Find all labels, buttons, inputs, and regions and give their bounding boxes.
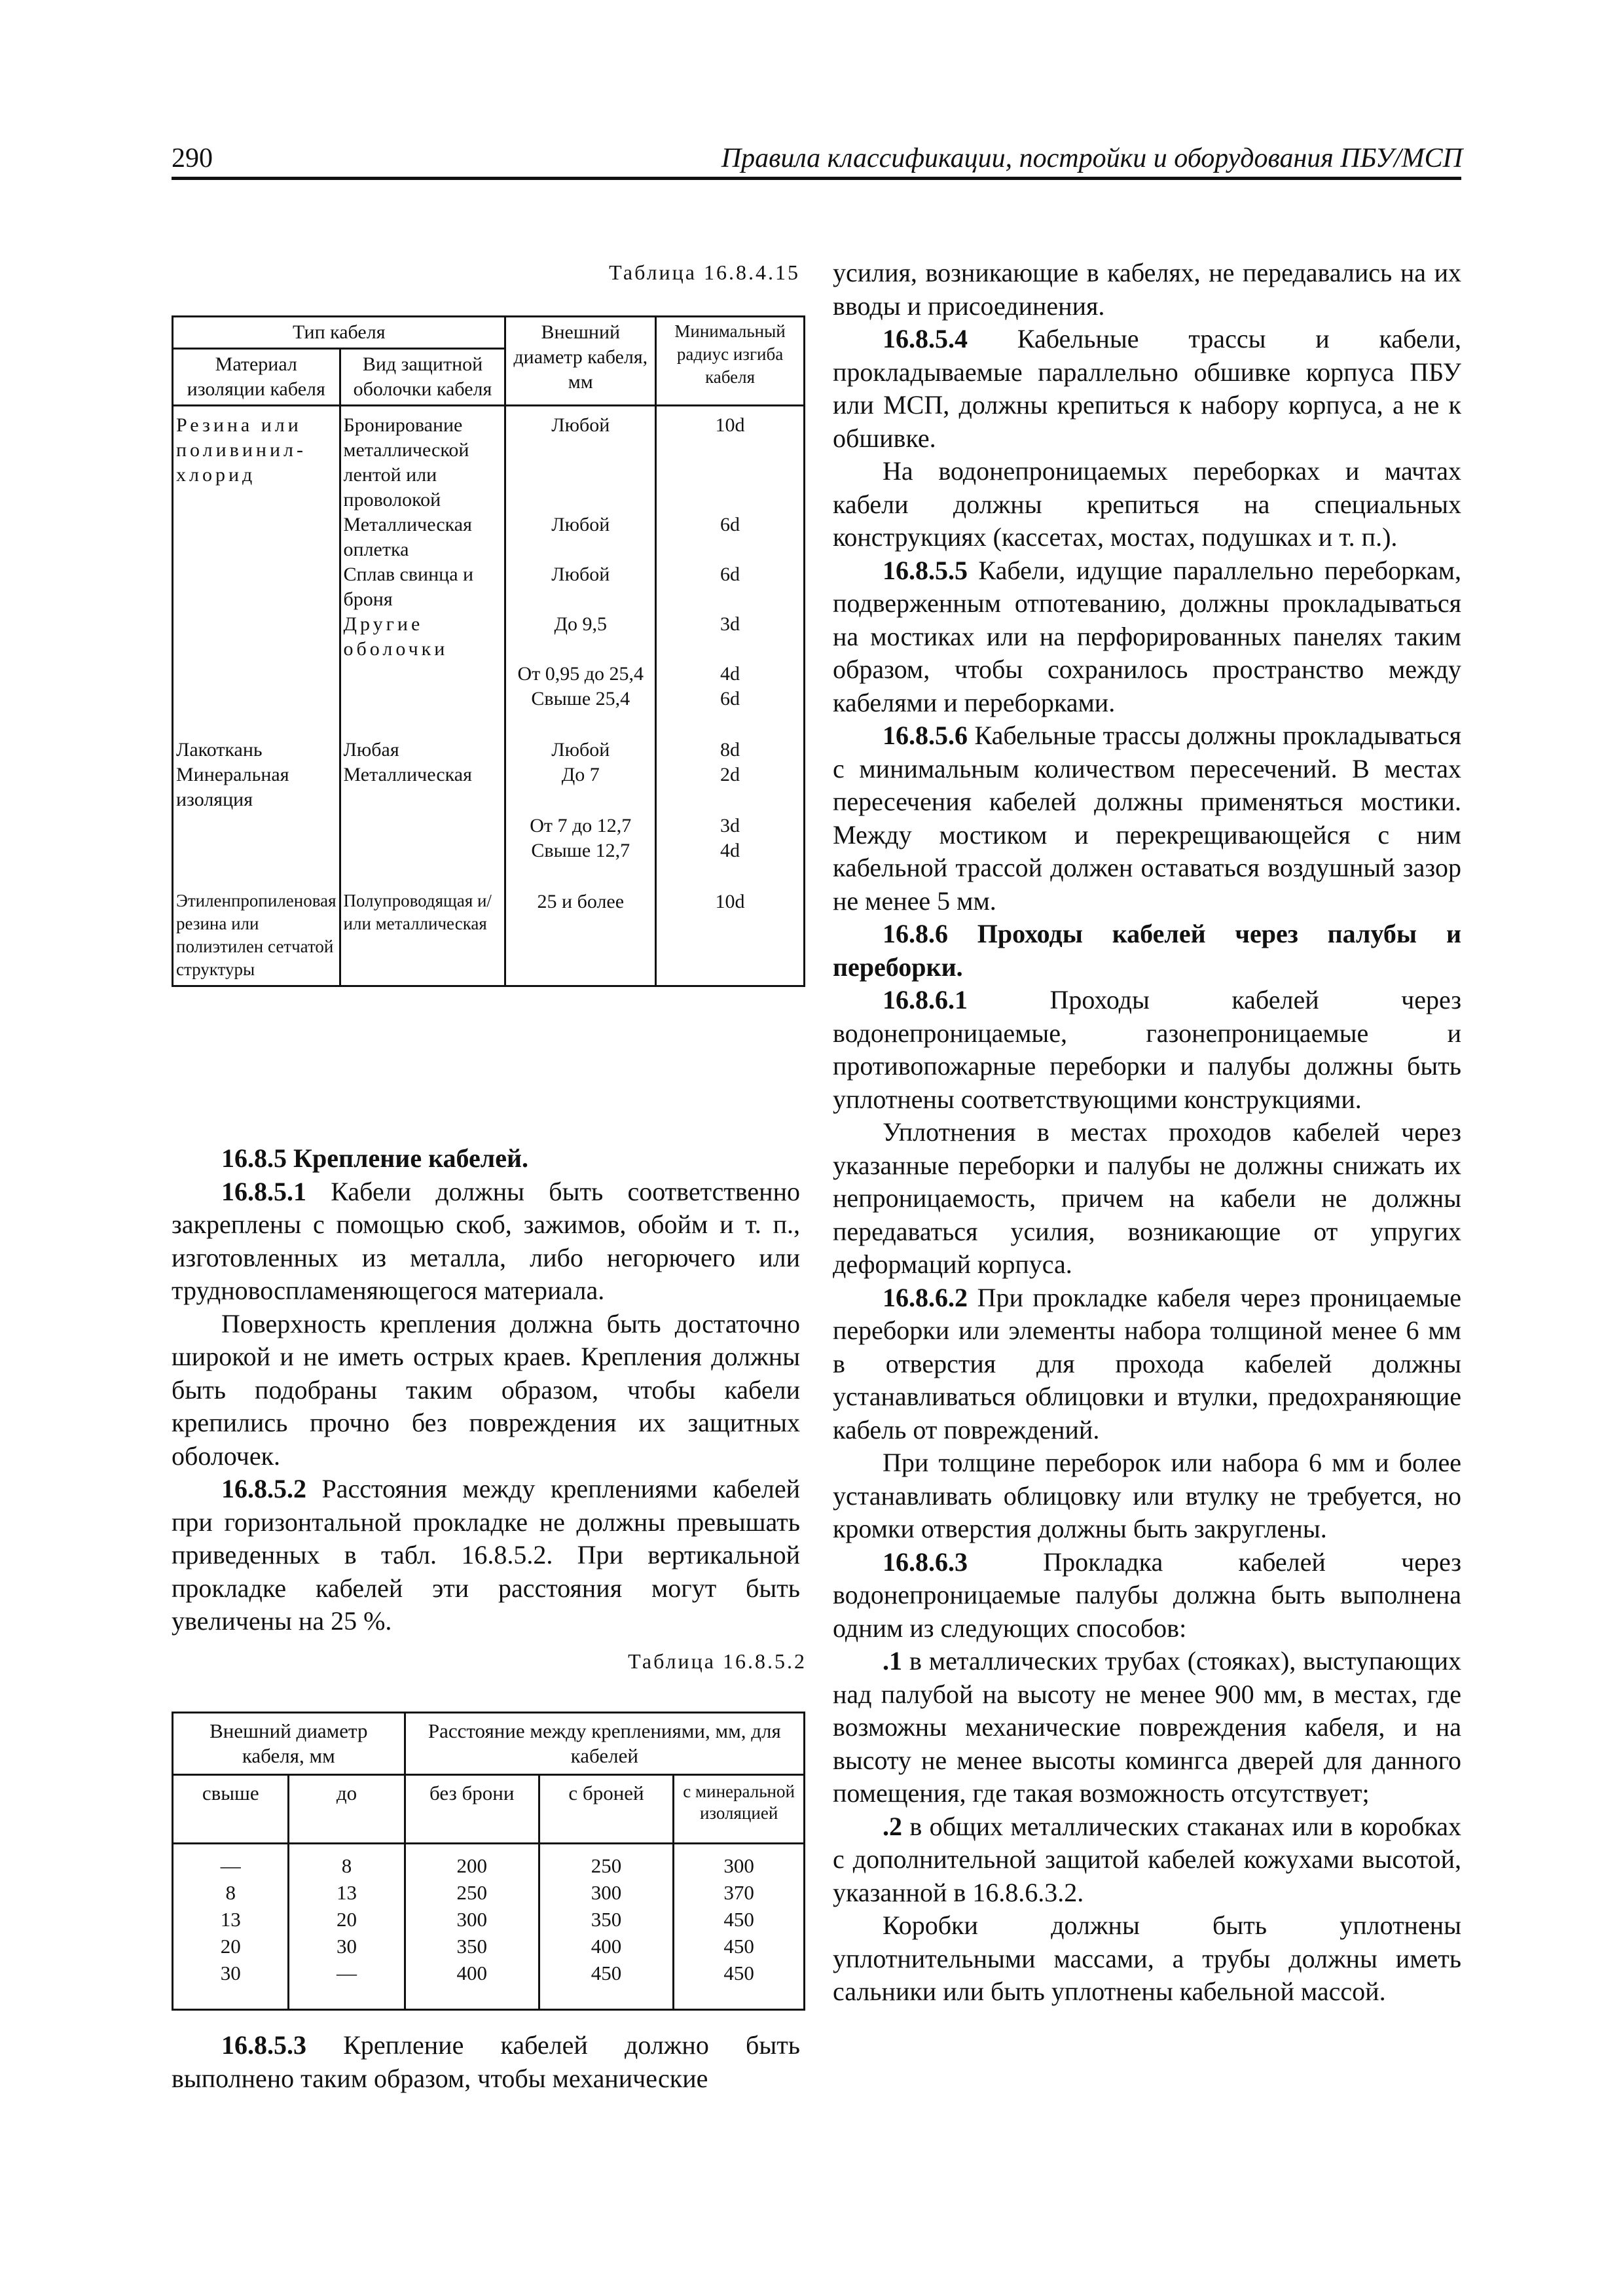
table-cell: 6d [656,562,805,612]
th-distance: Расстояние между креплениями, мм, для кабелей [405,1713,804,1775]
table-cell: 3d [656,612,805,662]
table-cell: Свыше 12,7 [505,838,656,863]
table-cell: До 9,5 [505,612,656,662]
table-cell: 370 [674,1879,805,1906]
running-title: Правила классификации, постройки и оборудования ПБУ/МСП [721,143,1463,173]
table-cell: 450 [674,1906,805,1933]
paragraph-16-8-6-1: 16.8.6.1 Проходы кабелей через водонепроницаемые, газонепроницаемые и противопожарные переборки и палубы должны быть уплотнены соответствующими конструкциями. [833,985,1461,1114]
table-cell: 450 [674,1933,805,1960]
paragraph-16-8-5-1: 16.8.5.1 Кабели должны быть соответственно закреплены с помощью скоб, зажимов, обойм и т. п., изготовленных из металла, либо негорючего или трудновоспламеняющегося материала. [172,1176,800,1305]
table-cell: 13 [173,1906,289,1933]
paragraph-16-8-5-4: 16.8.5.4 Кабельные трассы и кабели, прокладываемые параллельно обшивке корпуса ПБУ или МСП, должны крепиться к набору корпуса, а не к обшивке. [833,324,1461,453]
table-cell [173,662,340,687]
th-insulation: Материал изоляции кабеля [173,349,340,406]
paragraph-16-8-5-5: 16.8.5.5 Кабели, идущие параллельно переборкам, подверженным отпотеванию, должны прокладываться на мостиках или на перфорированных панелях таким образом, чтобы сохранилось пространство между кабелями и переборками. [833,555,1461,717]
paragraph: Уплотнения в местах проходов кабелей через указанные переборки и палубы не должны снижать их непроницаемость, причем на кабели не должны передаваться усилия, возникающие от упругих деформаций корпуса. [833,1117,1461,1279]
table-cell: 250 [539,1844,673,1880]
th-upto: до [289,1775,405,1844]
table-cell [340,838,505,863]
table-cell [340,687,505,711]
table-cell: 4d [656,662,805,687]
th-over: свыше [173,1775,289,1844]
table-cell: Металлическая [340,762,505,812]
paragraph-16-8-6-3: 16.8.6.3 Прокладка кабелей через водонепроницаемые палубы должна быть выполнена одним из следующих способов: [833,1547,1461,1643]
table-cell: 20 [289,1906,405,1933]
table-cell: 4d [656,838,805,863]
paragraph-16-8-5-2: 16.8.5.2 Расстояния между креплениями кабелей при горизонтальной прокладке не должны превышать приведенных в табл. 16.8.5.2. При вертикальной прокладке кабелей эти расстояния могут быть увеличены на 25 %. [172,1474,800,1636]
paragraph-16-8-5-3: 16.8.5.3 Крепление кабелей должно быть выполнено таким образом, чтобы механические [172,2030,800,2093]
list-item: .2 в общих металлических стаканах или в коробках с дополнительной защитой кабелей кожухами высотой, указанной в 16.8.6.3.2. [833,1811,1461,1907]
table-cell [340,662,505,687]
paragraph-continuation: усилия, возникающие в кабелях, не передавались на их вводы и присоединения. [833,258,1461,321]
table-cell: 350 [539,1906,673,1933]
table-cell [173,612,340,662]
table-cell: 300 [405,1906,539,1933]
paragraph-16-8-6-2: 16.8.6.2 При прокладке кабеля через проницаемые переборки или элементы набора толщиной менее 6 мм в отверстия для прохода кабелей должны устанавливаться облицовки и втулки, предохраняющие кабель от повреждений. [833,1282,1461,1444]
table-cell: 300 [674,1844,805,1880]
table-cell: 200 [405,1844,539,1880]
table-cell: 450 [539,1960,673,2010]
section-heading-16-8-6: 16.8.6 Проходы кабелей через палубы и переборки. [833,919,1461,982]
paragraph: При толщине переборок или набора 6 мм и более устанавливать облицовку или втулку не требуется, но кромки отверстия должны быть закруглены. [833,1448,1461,1543]
table-cell: Любой [505,562,656,612]
table-cell: 2d [656,762,805,812]
table-cell: 450 [674,1960,805,2010]
table-cell: Сплав свинца и броня [340,562,505,612]
table-cell: Любая [340,711,505,762]
table-cell: 400 [539,1933,673,1960]
table-caption: Таблица 16.8.4.15 [609,260,800,284]
table-cell: Полупроводящая и/или металлическая [340,863,505,986]
paragraph: Коробки должны быть уплотнены уплотнительными массами, а трубы должны иметь сальники или быть уплотнены кабельной массой. [833,1910,1461,2006]
table-cell: — [173,1844,289,1880]
table-cell: До 7 [505,762,656,812]
table-cell [173,687,340,711]
table-cell: Бронирование металлической лентой или проволокой [340,406,505,513]
table-cell: Другие оболочки [340,612,505,662]
table-cell [173,812,340,838]
table-caption: Таблица 16.8.5.2 [628,1649,807,1673]
table-cell [173,562,340,612]
th-no-armor: без брони [405,1775,539,1844]
table-cell: Любой [505,406,656,513]
table-bend-radius [172,315,805,987]
table-cell: 30 [289,1933,405,1960]
left-column [172,1142,800,1638]
table-cell: От 0,95 до 25,4 [505,662,656,687]
table-cell: Резина или поливинил-хлорид [173,406,340,513]
table-cell: Металлическая оплетка [340,512,505,562]
table-cell [340,812,505,838]
table-cell: 13 [289,1879,405,1906]
table-cell: — [289,1960,405,2010]
table-cell: Лакоткань [173,711,340,762]
page-number: 290 [172,143,213,173]
paragraph: На водонепроницаемых переборках и мачтах кабели должны крепиться на специальных конструкциях (кассетах, мостах, подушках и т. п.). [833,456,1461,552]
paragraph: Поверхность крепления должна быть достаточно широкой и не иметь острых краев. Крепления должны быть подобраны таким образом, чтобы кабели крепились прочно без повреждения их защитных оболочек. [172,1308,800,1471]
header-rule [172,177,1461,180]
th-min-radius: Минимальный радиус изгиба кабеля [656,317,805,406]
table-cell: 8 [289,1844,405,1880]
th-armor: с броней [539,1775,673,1844]
table-cell: 350 [405,1933,539,1960]
list-item: .1 в металлических трубах (стояках), выступающих над палубой на высоту не менее 900 мм, в местах, где возможны механические повреждения кабеля, и на высоту не менее высоты комингса дверей для данного помещения, где такая возможность отсутствует; [833,1646,1461,1808]
table-cell: 10d [656,406,805,513]
table-cell: Свыше 25,4 [505,687,656,711]
table-cell: 3d [656,812,805,838]
table-cell [173,838,340,863]
th-cable-type: Тип кабеля [173,317,505,349]
left-column-bottom [172,2029,800,2095]
table-cell: 30 [173,1960,289,2010]
table-cell: 6d [656,512,805,562]
table-cell: 25 и более [505,863,656,986]
table-cell: 8 [173,1879,289,1906]
section-heading-16-8-5: 16.8.5 Крепление кабелей. [221,1143,529,1173]
right-column [833,257,1461,2009]
table-cell: От 7 до 12,7 [505,812,656,838]
table-cell: 20 [173,1933,289,1960]
table-cell: Любой [505,711,656,762]
table-cell [173,512,340,562]
th-outer-diameter: Внешний диаметр кабеля, мм [173,1713,405,1775]
table-cell: 8d [656,711,805,762]
th-outer-diameter: Внешний диаметр кабеля, мм [505,317,656,406]
table-cell: Этиленпропиленовая резина или полиэтилен сетчатой структуры [173,863,340,986]
th-sheath: Вид защитной оболочки кабеля [340,349,505,406]
table-cell: 250 [405,1879,539,1906]
paragraph-16-8-5-6: 16.8.5.6 Кабельные трассы должны прокладываться с минимальным количеством пересечений. В местах пересечения кабелей должны применяться мостики. Между мостиком и перекрещивающейся с ним кабельной трассой должен оставаться воздушный зазор не менее 5 мм. [833,721,1461,916]
table-fixing-distances [172,1712,805,2011]
table-cell: 400 [405,1960,539,2010]
table-cell: 300 [539,1879,673,1906]
table-cell: Минеральная изоляция [173,762,340,812]
table-cell: 6d [656,687,805,711]
th-mineral: с минеральной изоляцией [674,1775,805,1844]
table-cell: Любой [505,512,656,562]
table-cell: 10d [656,863,805,986]
